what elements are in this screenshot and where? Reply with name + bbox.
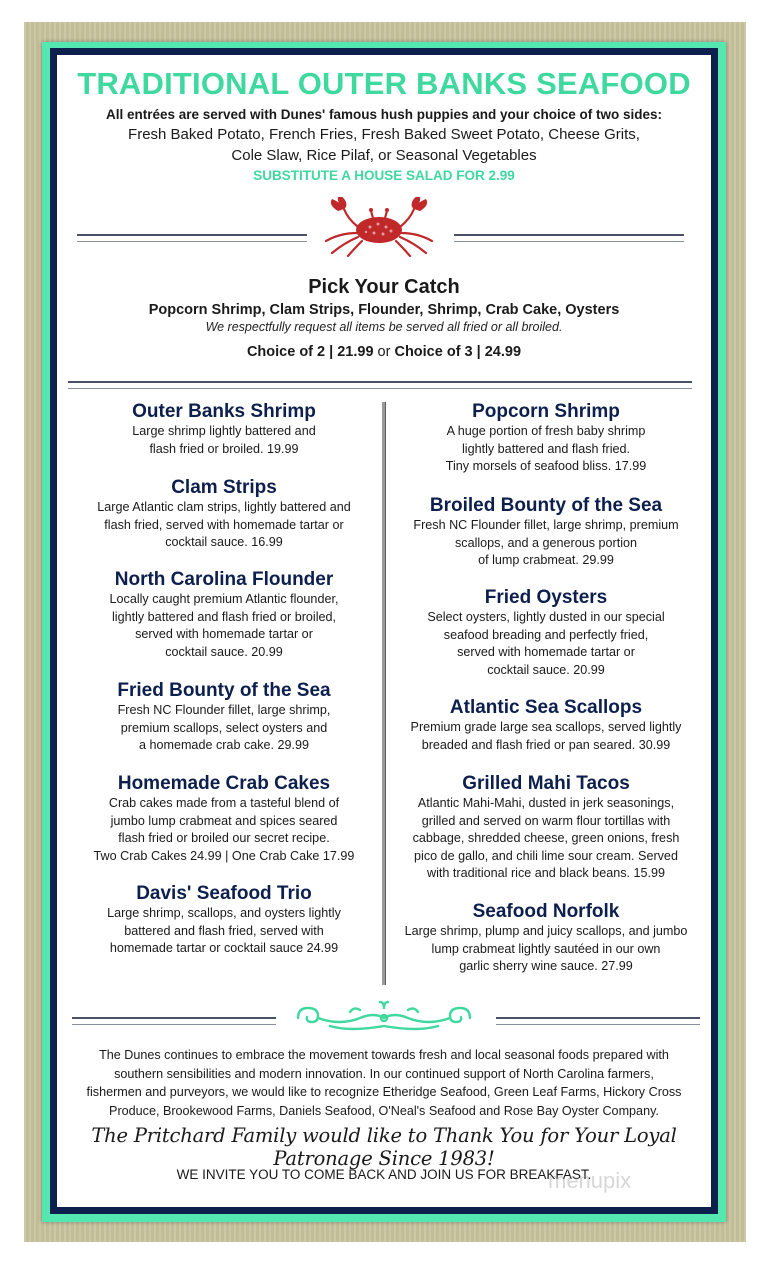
item-desc: lightly battered and flash fried or broiled,	[111, 609, 337, 624]
statement-line: southern sensibilities and modern innovation. In our continued support of North Carolina farmers,	[114, 1066, 654, 1081]
local-sourcing-statement	[70, 1046, 698, 1120]
menu-title: TRADITIONAL OUTER BANKS SEAFOOD	[77, 66, 691, 101]
item-desc: Large shrimp lightly battered and	[132, 424, 316, 438]
item-desc: Locally caught premium Atlantic flounder,	[109, 592, 339, 606]
footer-divider-left	[72, 1017, 276, 1025]
statement-line: fishermen and purveyors, we would like to recognize Etheridge Seafood, Green Leaf Farms, Hickory Cross	[86, 1085, 682, 1099]
sides-line: Fresh Baked Potato, French Fries, Fresh Baked Sweet Potato, Cheese Grits,	[128, 126, 640, 143]
item-name: Clam Strips	[171, 477, 277, 498]
item-desc: Atlantic Mahi-Mahi, dusted in jerk seasonings,	[417, 796, 675, 810]
item-desc: Tiny morsels of seafood bliss. 17.99	[445, 459, 647, 474]
item-desc: pico de gallo, and chili lime sour cream. Served	[414, 848, 678, 863]
item-desc: flash fried or broiled. 19.99	[149, 441, 299, 456]
entree-intro: All entrées are served with Dunes' famous hush puppies and your choice of two sides:	[105, 107, 663, 122]
item-desc: jumbo lump crabmeat and spices seared	[110, 813, 338, 828]
watermark: menupix	[548, 1168, 632, 1193]
or-text: or	[373, 344, 395, 360]
item-desc: with traditional rice and black beans. 15.99	[426, 866, 666, 881]
item-desc: a homemade crab cake. 29.99	[138, 738, 310, 753]
item-desc: cocktail sauce. 20.99	[487, 662, 605, 677]
menu-item	[390, 900, 702, 976]
item-desc: Premium grade large sea scallops, served lightly	[410, 720, 682, 734]
item-name: Homemade Crab Cakes	[117, 773, 331, 794]
item-desc: A huge portion of fresh baby shrimp	[446, 424, 646, 438]
breakfast-invite: WE INVITE YOU TO COME BACK AND JOIN US FOR BREAKFAST.	[176, 1167, 592, 1182]
salad-substitute: SUBSTITUTE A HOUSE SALAD FOR 2.99	[253, 168, 515, 183]
item-desc: flash fried, served with homemade tartar or	[104, 517, 344, 532]
item-name: Broiled Bounty of the Sea	[429, 495, 663, 516]
item-desc: seafood breading and perfectly fried,	[443, 627, 649, 642]
item-desc: homemade tartar or cocktail sauce 24.99	[109, 941, 339, 956]
item-desc: premium scallops, select oysters and	[120, 720, 328, 735]
choice-of-2: Choice of 2 | 21.99	[246, 344, 374, 360]
footer-divider-right	[496, 1017, 700, 1025]
item-desc: Crab cakes made from a tasteful blend of	[108, 796, 340, 810]
item-desc: breaded and flash fried or pan seared. 30.99	[421, 737, 671, 752]
menu-item	[72, 568, 376, 661]
item-name: Outer Banks Shrimp	[132, 401, 316, 422]
item-name: Davis' Seafood Trio	[136, 883, 312, 904]
item-name: North Carolina Flounder	[114, 569, 334, 590]
item-desc: Large Atlantic clam strips, lightly battered and	[97, 500, 351, 514]
item-name: Fried Oysters	[484, 587, 608, 608]
item-desc: Two Crab Cakes 24.99 | One Crab Cake 17.99	[93, 848, 355, 863]
menu-item	[72, 476, 376, 552]
menu-item	[390, 494, 702, 570]
pick-your-catch-note: We respectfully request all items be served all fried or all broiled.	[205, 320, 563, 334]
menu-item	[390, 586, 702, 679]
item-name: Seafood Norfolk	[472, 901, 620, 922]
statement-line: Produce, Brookewood Farms, Daniels Seafood, O'Neal's Seafood and Rose Bay Oyster Company.	[109, 1103, 659, 1118]
pick-your-catch-items: Popcorn Shrimp, Clam Strips, Flounder, Shrimp, Crab Cake, Oysters	[148, 302, 620, 318]
choice-of-3: Choice of 3 | 24.99	[394, 344, 522, 360]
item-name: Grilled Mahi Tacos	[462, 773, 630, 794]
item-desc: Select oysters, lightly dusted in our special	[427, 610, 665, 624]
sides-line: Cole Slaw, Rice Pilaf, or Seasonal Vegetables	[231, 147, 537, 164]
item-desc: cocktail sauce. 20.99	[165, 644, 283, 659]
item-name: Fried Bounty of the Sea	[117, 680, 331, 701]
item-desc: lightly battered and flash fried.	[461, 441, 631, 456]
item-desc: scallops, and a generous portion	[454, 535, 638, 550]
item-desc: of lump crabmeat. 29.99	[478, 553, 614, 568]
menu-item	[390, 772, 702, 883]
item-desc: Large shrimp, plump and juicy scallops, and jumbo	[404, 924, 688, 938]
menu-item	[390, 400, 702, 476]
column-divider	[382, 402, 386, 985]
item-name: Atlantic Sea Scallops	[449, 697, 643, 718]
item-desc: garlic sherry wine sauce. 27.99	[459, 959, 633, 974]
menu-item	[72, 882, 376, 958]
thank-you-script: The Pritchard Family would like to Thank You for Your Loyal Patronage Since 1983!	[91, 1124, 677, 1170]
pick-your-catch-title: Pick Your Catch	[308, 276, 460, 298]
item-desc: served with homemade tartar or	[457, 645, 635, 660]
statement-line: The Dunes continues to embrace the movement towards fresh and local seasonal foods prepared with	[99, 1048, 669, 1062]
item-desc: Large shrimp, scallops, and oysters lightly	[107, 906, 341, 920]
item-desc: grilled and served on warm flour tortillas with	[421, 813, 671, 828]
item-desc: cocktail sauce. 16.99	[165, 535, 283, 550]
item-desc: flash fried or broiled our secret recipe.	[118, 831, 330, 846]
menu-item	[72, 679, 376, 755]
menu-item	[72, 400, 376, 458]
item-desc: cabbage, shredded cheese, green onions, fresh	[412, 831, 680, 846]
menu-item	[390, 696, 702, 754]
item-desc: lump crabmeat lightly sautéed in our own	[431, 941, 661, 956]
menu-item	[72, 772, 376, 865]
item-desc: Fresh NC Flounder fillet, large shrimp,	[117, 703, 331, 717]
item-desc: served with homemade tartar or	[135, 627, 313, 642]
item-name: Popcorn Shrimp	[472, 401, 620, 422]
item-desc: battered and flash fried, served with	[124, 923, 324, 938]
flourish-ornament-icon	[290, 1000, 478, 1036]
item-desc: Fresh NC Flounder fillet, large shrimp, premium	[413, 518, 679, 532]
